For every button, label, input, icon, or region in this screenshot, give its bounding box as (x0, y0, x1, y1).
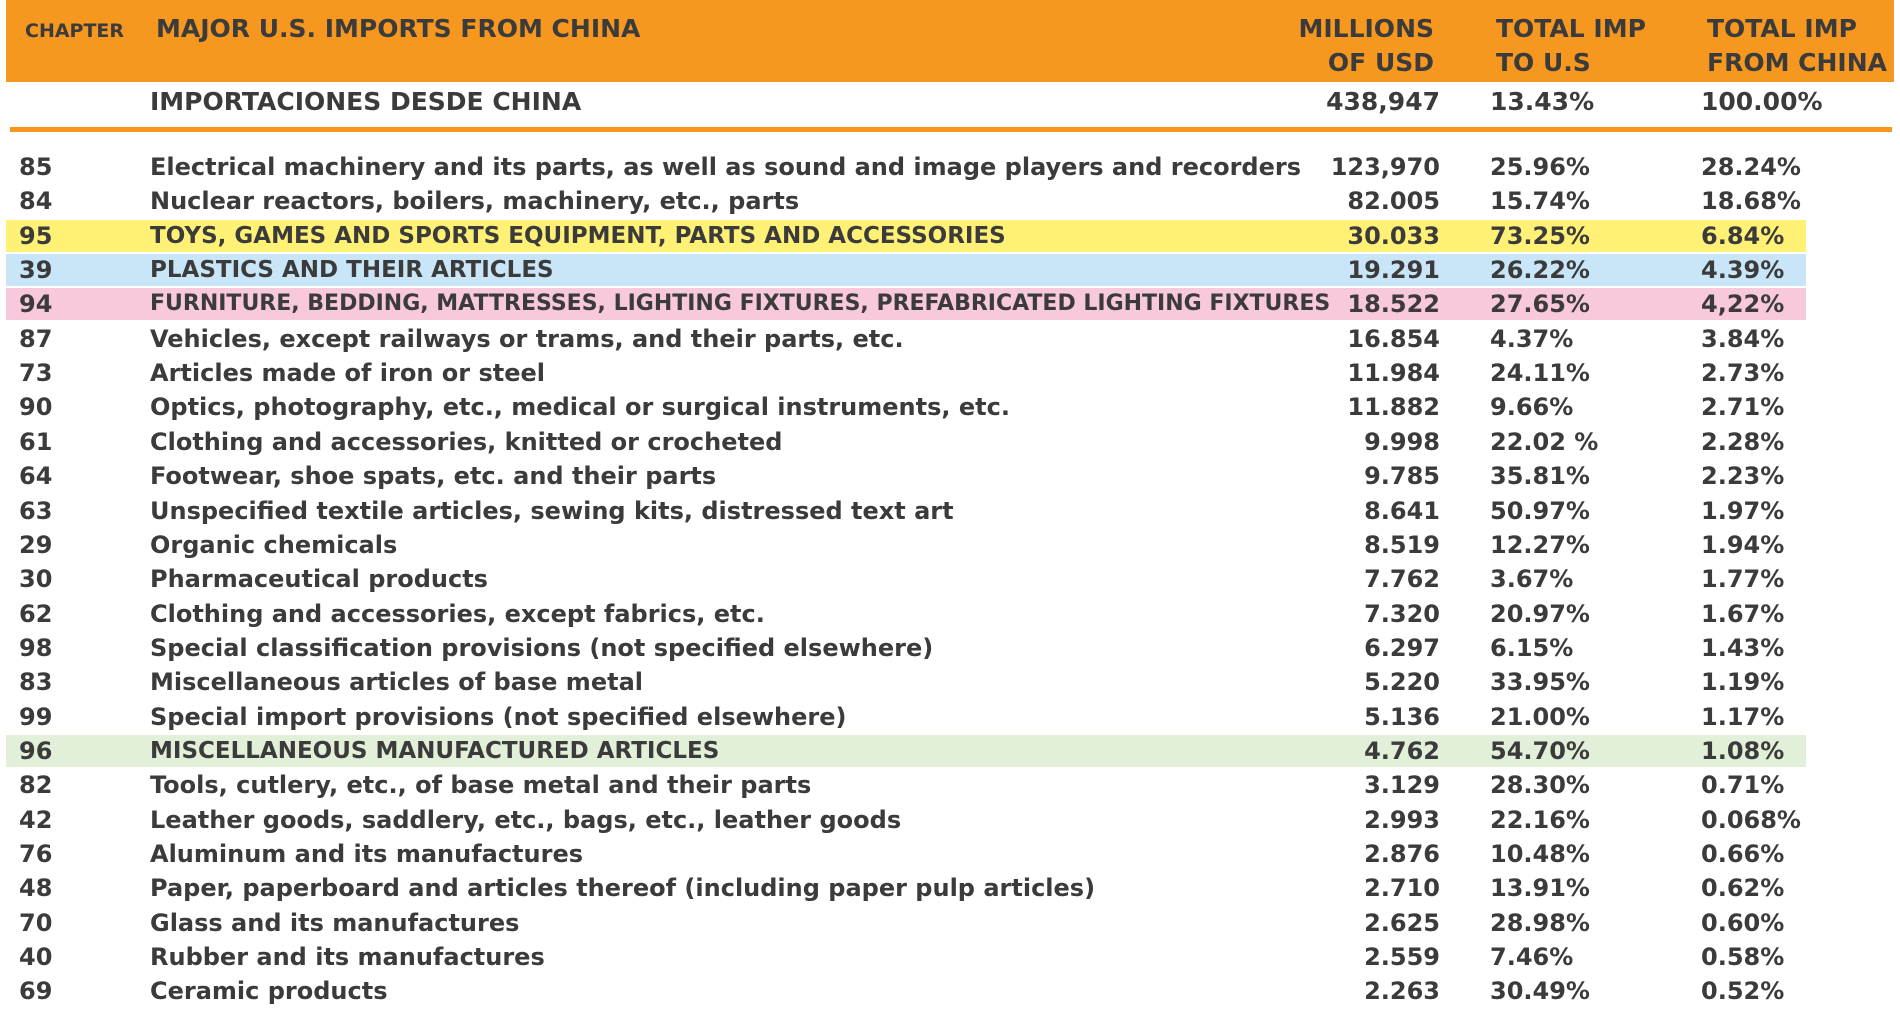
row-chapter: 95 (19, 221, 53, 250)
imp-column-header (1496, 12, 1646, 80)
table-row (0, 184, 1900, 218)
table-row (0, 390, 1900, 424)
china-header-line-1: TOTAL IMP (1707, 14, 1857, 43)
row-china-share: 1.94% (1701, 530, 1785, 559)
row-imp-share: 9.66% (1490, 393, 1574, 422)
row-description: Paper, paperboard and articles thereof (including paper pulp articles) (150, 874, 1096, 903)
row-chapter: 98 (19, 633, 53, 662)
row-value: 16.854 (1347, 324, 1440, 353)
row-description: Unspecified textile articles, sewing kits, distressed text art (150, 496, 954, 525)
row-china-share: 0.66% (1701, 840, 1785, 868)
table-row (0, 837, 1900, 871)
row-imp-share: 26.22% (1490, 256, 1590, 285)
row-value: 2.559 (1364, 943, 1440, 972)
row-value: 8.641 (1364, 496, 1440, 525)
row-chapter: 62 (19, 599, 53, 628)
row-chapter: 61 (19, 427, 53, 456)
row-chapter: 42 (19, 805, 53, 834)
row-description: Vehicles, except railways or trams, and their parts, etc. (150, 324, 904, 353)
china-column-header (1707, 12, 1887, 80)
row-chapter: 29 (19, 530, 53, 559)
table-row (0, 425, 1900, 459)
table-title: MAJOR U.S. IMPORTS FROM CHINA (156, 14, 641, 43)
row-chapter: 85 (19, 153, 53, 181)
row-china-share: 4.39% (1701, 256, 1785, 285)
row-imp-share: 12.27% (1490, 530, 1590, 559)
row-imp-share: 35.81% (1490, 462, 1590, 491)
row-china-share: 0.71% (1701, 771, 1785, 800)
table-row (0, 803, 1900, 837)
row-description: Ceramic products (150, 977, 388, 1006)
row-value: 11.984 (1347, 359, 1440, 388)
row-imp-share: 15.74% (1490, 187, 1590, 216)
table-row (0, 768, 1900, 802)
row-chapter: 48 (19, 874, 53, 903)
row-chapter: 90 (19, 393, 53, 422)
table-row (0, 597, 1900, 631)
row-description: MISCELLANEOUS MANUFACTURED ARTICLES (150, 737, 720, 764)
row-value: 19.291 (1347, 256, 1440, 285)
table-row (0, 150, 1900, 184)
row-value: 3.129 (1364, 771, 1440, 800)
table-row (0, 974, 1900, 1008)
china-header-line-2: FROM CHINA (1707, 48, 1888, 77)
row-value: 30.033 (1347, 221, 1440, 250)
row-description: PLASTICS AND THEIR ARTICLES (150, 257, 554, 284)
row-china-share: 1.19% (1701, 668, 1785, 697)
row-chapter: 87 (19, 324, 53, 353)
row-china-share: 28.24% (1701, 153, 1801, 181)
table-row (0, 528, 1900, 562)
row-china-share: 4,22% (1701, 290, 1785, 319)
row-chapter: 99 (19, 702, 53, 731)
row-china-share: 0.58% (1701, 943, 1785, 972)
row-description: Clothing and accessories, knitted or crocheted (150, 427, 783, 456)
table-row (0, 494, 1900, 528)
row-imp-share: 10.48% (1490, 840, 1590, 868)
row-imp-share: 28.30% (1490, 771, 1590, 800)
row-description: Miscellaneous articles of base metal (150, 668, 643, 697)
table-row (0, 665, 1900, 699)
row-imp-share: 13.91% (1490, 874, 1590, 903)
row-china-share: 0.068% (1701, 805, 1801, 834)
table-row (0, 459, 1900, 493)
row-value: 5.136 (1364, 702, 1440, 731)
summary-label: IMPORTACIONES DESDE CHINA (150, 87, 582, 116)
row-value: 7.762 (1364, 565, 1440, 594)
row-value: 11.882 (1347, 393, 1440, 422)
row-value: 6.297 (1364, 633, 1440, 662)
row-value: 5.220 (1364, 668, 1440, 697)
row-description: Optics, photography, etc., medical or surgical instruments, etc. (150, 393, 1010, 422)
row-description: Nuclear reactors, boilers, machinery, etc., parts (150, 187, 800, 216)
row-description: Leather goods, saddlery, etc., bags, etc., leather goods (150, 805, 902, 834)
value-header-line-2: OF USD (1327, 48, 1434, 77)
row-imp-share: 28.98% (1490, 908, 1590, 937)
table-row (0, 700, 1900, 734)
row-imp-share: 7.46% (1490, 943, 1574, 972)
row-china-share: 1.77% (1701, 565, 1785, 594)
row-china-share: 0.60% (1701, 908, 1785, 937)
row-imp-share: 6.15% (1490, 633, 1574, 662)
row-chapter: 63 (19, 496, 53, 525)
row-value: 4.762 (1364, 736, 1440, 765)
row-imp-share: 27.65% (1490, 290, 1590, 319)
summary-value: 438,947 (1326, 87, 1440, 116)
row-description: Electrical machinery and its parts, as well as sound and image players and recorders (150, 153, 1301, 181)
row-value: 2.710 (1364, 874, 1440, 903)
row-value: 8.519 (1364, 530, 1440, 559)
table-row (0, 356, 1900, 390)
row-china-share: 1.08% (1701, 736, 1785, 765)
row-chapter: 84 (19, 187, 53, 216)
row-description: Rubber and its manufactures (150, 943, 545, 972)
row-description: Special classification provisions (not specified elsewhere) (150, 633, 934, 662)
row-china-share: 0.62% (1701, 874, 1785, 903)
row-chapter: 83 (19, 668, 53, 697)
table-header (6, 0, 1894, 82)
row-chapter: 76 (19, 840, 53, 868)
row-imp-share: 33.95% (1490, 668, 1590, 697)
row-description: TOYS, GAMES AND SPORTS EQUIPMENT, PARTS AND ACCESSORIES (150, 222, 1006, 249)
chapter-column-header: CHAPTER (25, 20, 125, 42)
header-divider (10, 127, 1892, 132)
row-value: 2.993 (1364, 805, 1440, 834)
row-imp-share: 21.00% (1490, 702, 1590, 731)
row-value: 82.005 (1347, 187, 1440, 216)
table-row (0, 322, 1900, 356)
row-description: Tools, cutlery, etc., of base metal and their parts (150, 771, 812, 800)
table-row (0, 631, 1900, 665)
row-imp-share: 50.97% (1490, 496, 1590, 525)
row-description: Pharmaceutical products (150, 565, 488, 594)
table-row (0, 287, 1900, 321)
row-china-share: 2.73% (1701, 359, 1785, 388)
row-value: 2.263 (1364, 977, 1440, 1006)
row-imp-share: 3.67% (1490, 565, 1574, 594)
value-column-header (1298, 12, 1434, 80)
row-imp-share: 24.11% (1490, 359, 1590, 388)
row-description: Articles made of iron or steel (150, 359, 545, 388)
row-chapter: 82 (19, 771, 53, 800)
row-chapter: 73 (19, 359, 53, 388)
row-description: Footwear, shoe spats, etc. and their parts (150, 462, 717, 491)
row-value: 123,970 (1330, 153, 1440, 181)
row-china-share: 1.67% (1701, 599, 1785, 628)
row-description: Glass and its manufactures (150, 908, 520, 937)
row-value: 9.998 (1364, 427, 1440, 456)
row-china-share: 3.84% (1701, 324, 1785, 353)
summary-row (0, 82, 1900, 116)
table-row (0, 562, 1900, 596)
row-description: Clothing and accessories, except fabrics, etc. (150, 599, 765, 628)
value-header-line-1: MILLIONS (1298, 14, 1434, 43)
row-china-share: 2.71% (1701, 393, 1785, 422)
row-chapter: 94 (19, 290, 53, 319)
row-chapter: 96 (19, 736, 53, 765)
row-value: 9.785 (1364, 462, 1440, 491)
row-value: 2.625 (1364, 908, 1440, 937)
row-chapter: 40 (19, 943, 53, 972)
summary-china: 100.00% (1701, 87, 1823, 116)
table-row (0, 253, 1900, 287)
row-imp-share: 25.96% (1490, 153, 1590, 181)
summary-imp: 13.43% (1490, 87, 1595, 116)
row-imp-share: 20.97% (1490, 599, 1590, 628)
row-imp-share: 54.70% (1490, 736, 1590, 765)
row-imp-share: 4.37% (1490, 324, 1574, 353)
row-description: Special import provisions (not specified elsewhere) (150, 702, 847, 731)
row-imp-share: 22.02 % (1490, 427, 1599, 456)
row-description: FURNITURE, BEDDING, MATTRESSES, LIGHTING FIXTURES, PREFABRICATED LIGHTING FIXTURES (150, 291, 1331, 317)
row-china-share: 1.97% (1701, 496, 1785, 525)
row-chapter: 69 (19, 977, 53, 1006)
row-description: Organic chemicals (150, 530, 398, 559)
row-imp-share: 30.49% (1490, 977, 1590, 1006)
table-row (0, 940, 1900, 974)
table-row (0, 219, 1900, 253)
row-value: 18.522 (1347, 290, 1440, 319)
row-value: 7.320 (1364, 599, 1440, 628)
table-row (0, 871, 1900, 905)
row-chapter: 64 (19, 462, 53, 491)
table-row (0, 734, 1900, 768)
row-imp-share: 22.16% (1490, 805, 1590, 834)
imp-header-line-1: TOTAL IMP (1496, 14, 1646, 43)
row-chapter: 70 (19, 908, 53, 937)
row-china-share: 18.68% (1701, 187, 1801, 216)
row-china-share: 6.84% (1701, 221, 1785, 250)
row-china-share: 2.23% (1701, 462, 1785, 491)
row-chapter: 39 (19, 256, 53, 285)
row-description: Aluminum and its manufactures (150, 840, 584, 868)
row-chapter: 30 (19, 565, 53, 594)
row-china-share: 1.43% (1701, 633, 1785, 662)
imp-header-line-2: TO U.S (1496, 48, 1591, 77)
row-value: 2.876 (1364, 840, 1440, 868)
row-imp-share: 73.25% (1490, 221, 1590, 250)
row-china-share: 2.28% (1701, 427, 1785, 456)
table-row (0, 906, 1900, 940)
row-china-share: 1.17% (1701, 702, 1785, 731)
row-china-share: 0.52% (1701, 977, 1785, 1006)
